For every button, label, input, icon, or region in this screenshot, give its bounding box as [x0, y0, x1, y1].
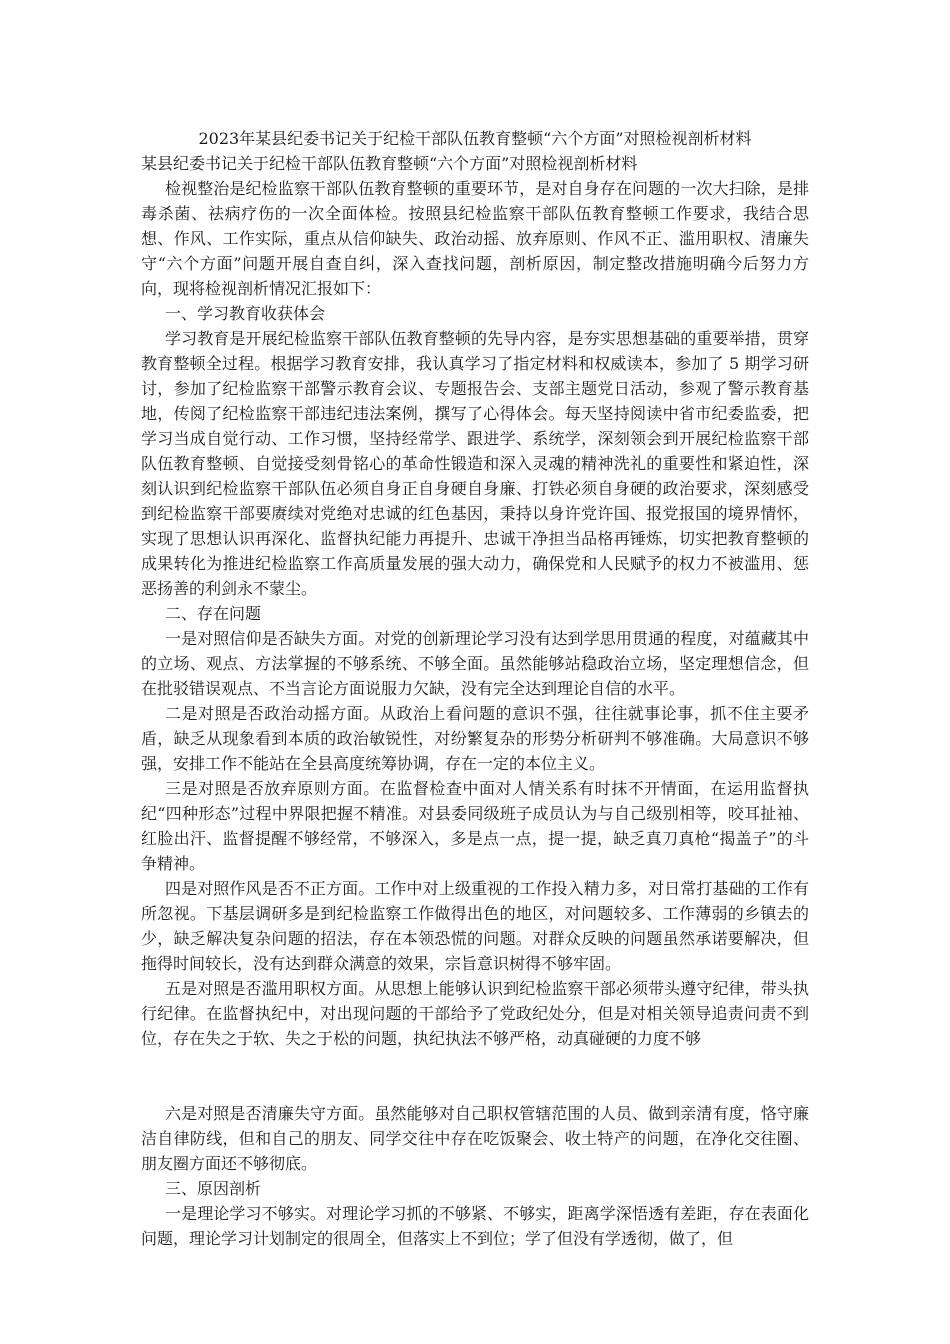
document-page	[141, 126, 809, 1251]
section-heading-causes: 三、原因剖析	[165, 1179, 262, 1198]
cause-paragraph: 一是理论学习不够实。对理论学习抓的不够紧、不够实，距离学深悟透有差距，存在表面化问题，理论学习计划制定的很周全，但落实上不到位；学了但没有学透彻，做了，但	[141, 1204, 809, 1248]
section-heading-problems: 二、存在问题	[165, 604, 262, 623]
problem-item-1: 一是对照信仰是否缺失方面。对党的创新理论学习没有达到学思用贯通的程度，对蕴藏其中的立场、观点、方法掌握的不够系统、不够全面。虽然能够站稳政治立场，坚定理想信念，但在批驳错误观点、不当言论方面说服力欠缺，没有完全达到理论自信的水平。	[141, 629, 809, 698]
problem-item-6: 六是对照是否清廉失守方面。虽然能够对自己职权管辖范围的人员、做到亲清有度，恪守廉洁自律防线，但和自己的朋友、同学交往中存在吃饭聚会、收土特产的问题，在净化交往圈、朋友圈方面还不够彻底。	[141, 1104, 809, 1173]
document-title: 2023年某县纪委书记关于纪检干部队伍教育整顿“六个方面”对照检视剖析材料	[198, 129, 752, 148]
intro-paragraph: 检视整治是纪检监察干部队伍教育整顿的重要环节，是对自身存在问题的一次大扫除，是排毒杀菌、祛病疗伤的一次全面体检。按照县纪检监察干部队伍教育整顿工作要求，我结合思想、作风、工作实际，重点从信仰缺失、政治动摇、放弃原则、作风不正、滥用职权、清廉失守“六个方面”问题开展自查自纠，深入查找问题，剖析原因，制定整改措施明确今后努力方向，现将检视剖析情况汇报如下：	[141, 179, 809, 298]
problem-item-3: 三是对照是否放弃原则方面。在监督检查中面对人情关系有时抹不开情面，在运用监督执纪“四种形态”过程中界限把握不精准。对县委同级班子成员认为与自己级别相等，咬耳扯袖、红脸出汗、监督提醒不够经常，不够深入，多是点一点，提一提，缺乏真刀真枪“揭盖子”的斗争精神。	[141, 779, 809, 873]
document-subtitle: 某县纪委书记关于纪检干部队伍教育整顿“六个方面”对照检视剖析材料	[141, 154, 638, 173]
problem-item-5: 五是对照是否滥用职权方面。从思想上能够认识到纪检监察干部必须带头遵守纪律，带头执行纪律。在监督执纪中，对出现问题的干部给予了党政纪处分，但是对相关领导追责问责不到位，存在失之于软、失之于松的问题，执纪执法不够严格，动真碰硬的力度不够	[141, 979, 809, 1048]
problem-item-4: 四是对照作风是否不正方面。工作中对上级重视的工作投入精力多，对日常打基础的工作有所忽视。下基层调研多是到纪检监察工作做得出色的地区，对问题较多、工作薄弱的乡镇去的少，缺乏解决复杂问题的招法，存在本领恐慌的问题。对群众反映的问题虽然承诺要解决，但拖得时间较长，没有达到群众满意的效果，宗旨意识树得不够牢固。	[141, 879, 809, 973]
problem-item-2: 二是对照是否政治动摇方面。从政治上看问题的意识不强，往往就事论事，抓不住主要矛盾，缺乏从现象看到本质的政治敏锐性，对纷繁复杂的形势分析研判不够准确。大局意识不够强，安排工作不能站在全县高度统筹协调，存在一定的本位主义。	[141, 704, 809, 773]
learning-paragraph: 学习教育是开展纪检监察干部队伍教育整顿的先导内容，是夯实思想基础的重要举措，贯穿教育整顿全过程。根据学习教育安排，我认真学习了指定材料和权威读本，参加了 5 期学习研讨，参加了纪检监察干部警示教育会议、专题报告会、支部主题党日活动，参观了警示教育基地，传阅了纪检监察干部违纪违法案例，撰写了心得体会。每天坚持阅读中省市纪委监委，把学习当成自觉行动、工作习惯，坚持经常学、跟进学、系统学，深刻领会到开展纪检监察干部队伍教育整顿、自觉接受刻骨铭心的革命性锻造和深入灵魂的精神洗礼的重要性和紧迫性，深刻认识到纪检监察干部队伍必须自身正自身硬自身廉、打铁必须自身硬的政治要求，深刻感受到纪检监察干部要赓续对党绝对忠诚的红色基因，秉持以身许党许国、报党报国的境界情怀，实现了思想认识再深化、监督执纪能力再提升、忠诚干净担当品格再锤炼，切实把教育整顿的成果转化为推进纪检监察工作高质量发展的强大动力，确保党和人民赋予的权力不被滥用、惩恶扬善的利剑永不蒙尘。	[141, 329, 809, 598]
section-heading-learning: 一、学习教育收获体会	[165, 304, 326, 323]
blank-gap	[141, 1051, 809, 1101]
